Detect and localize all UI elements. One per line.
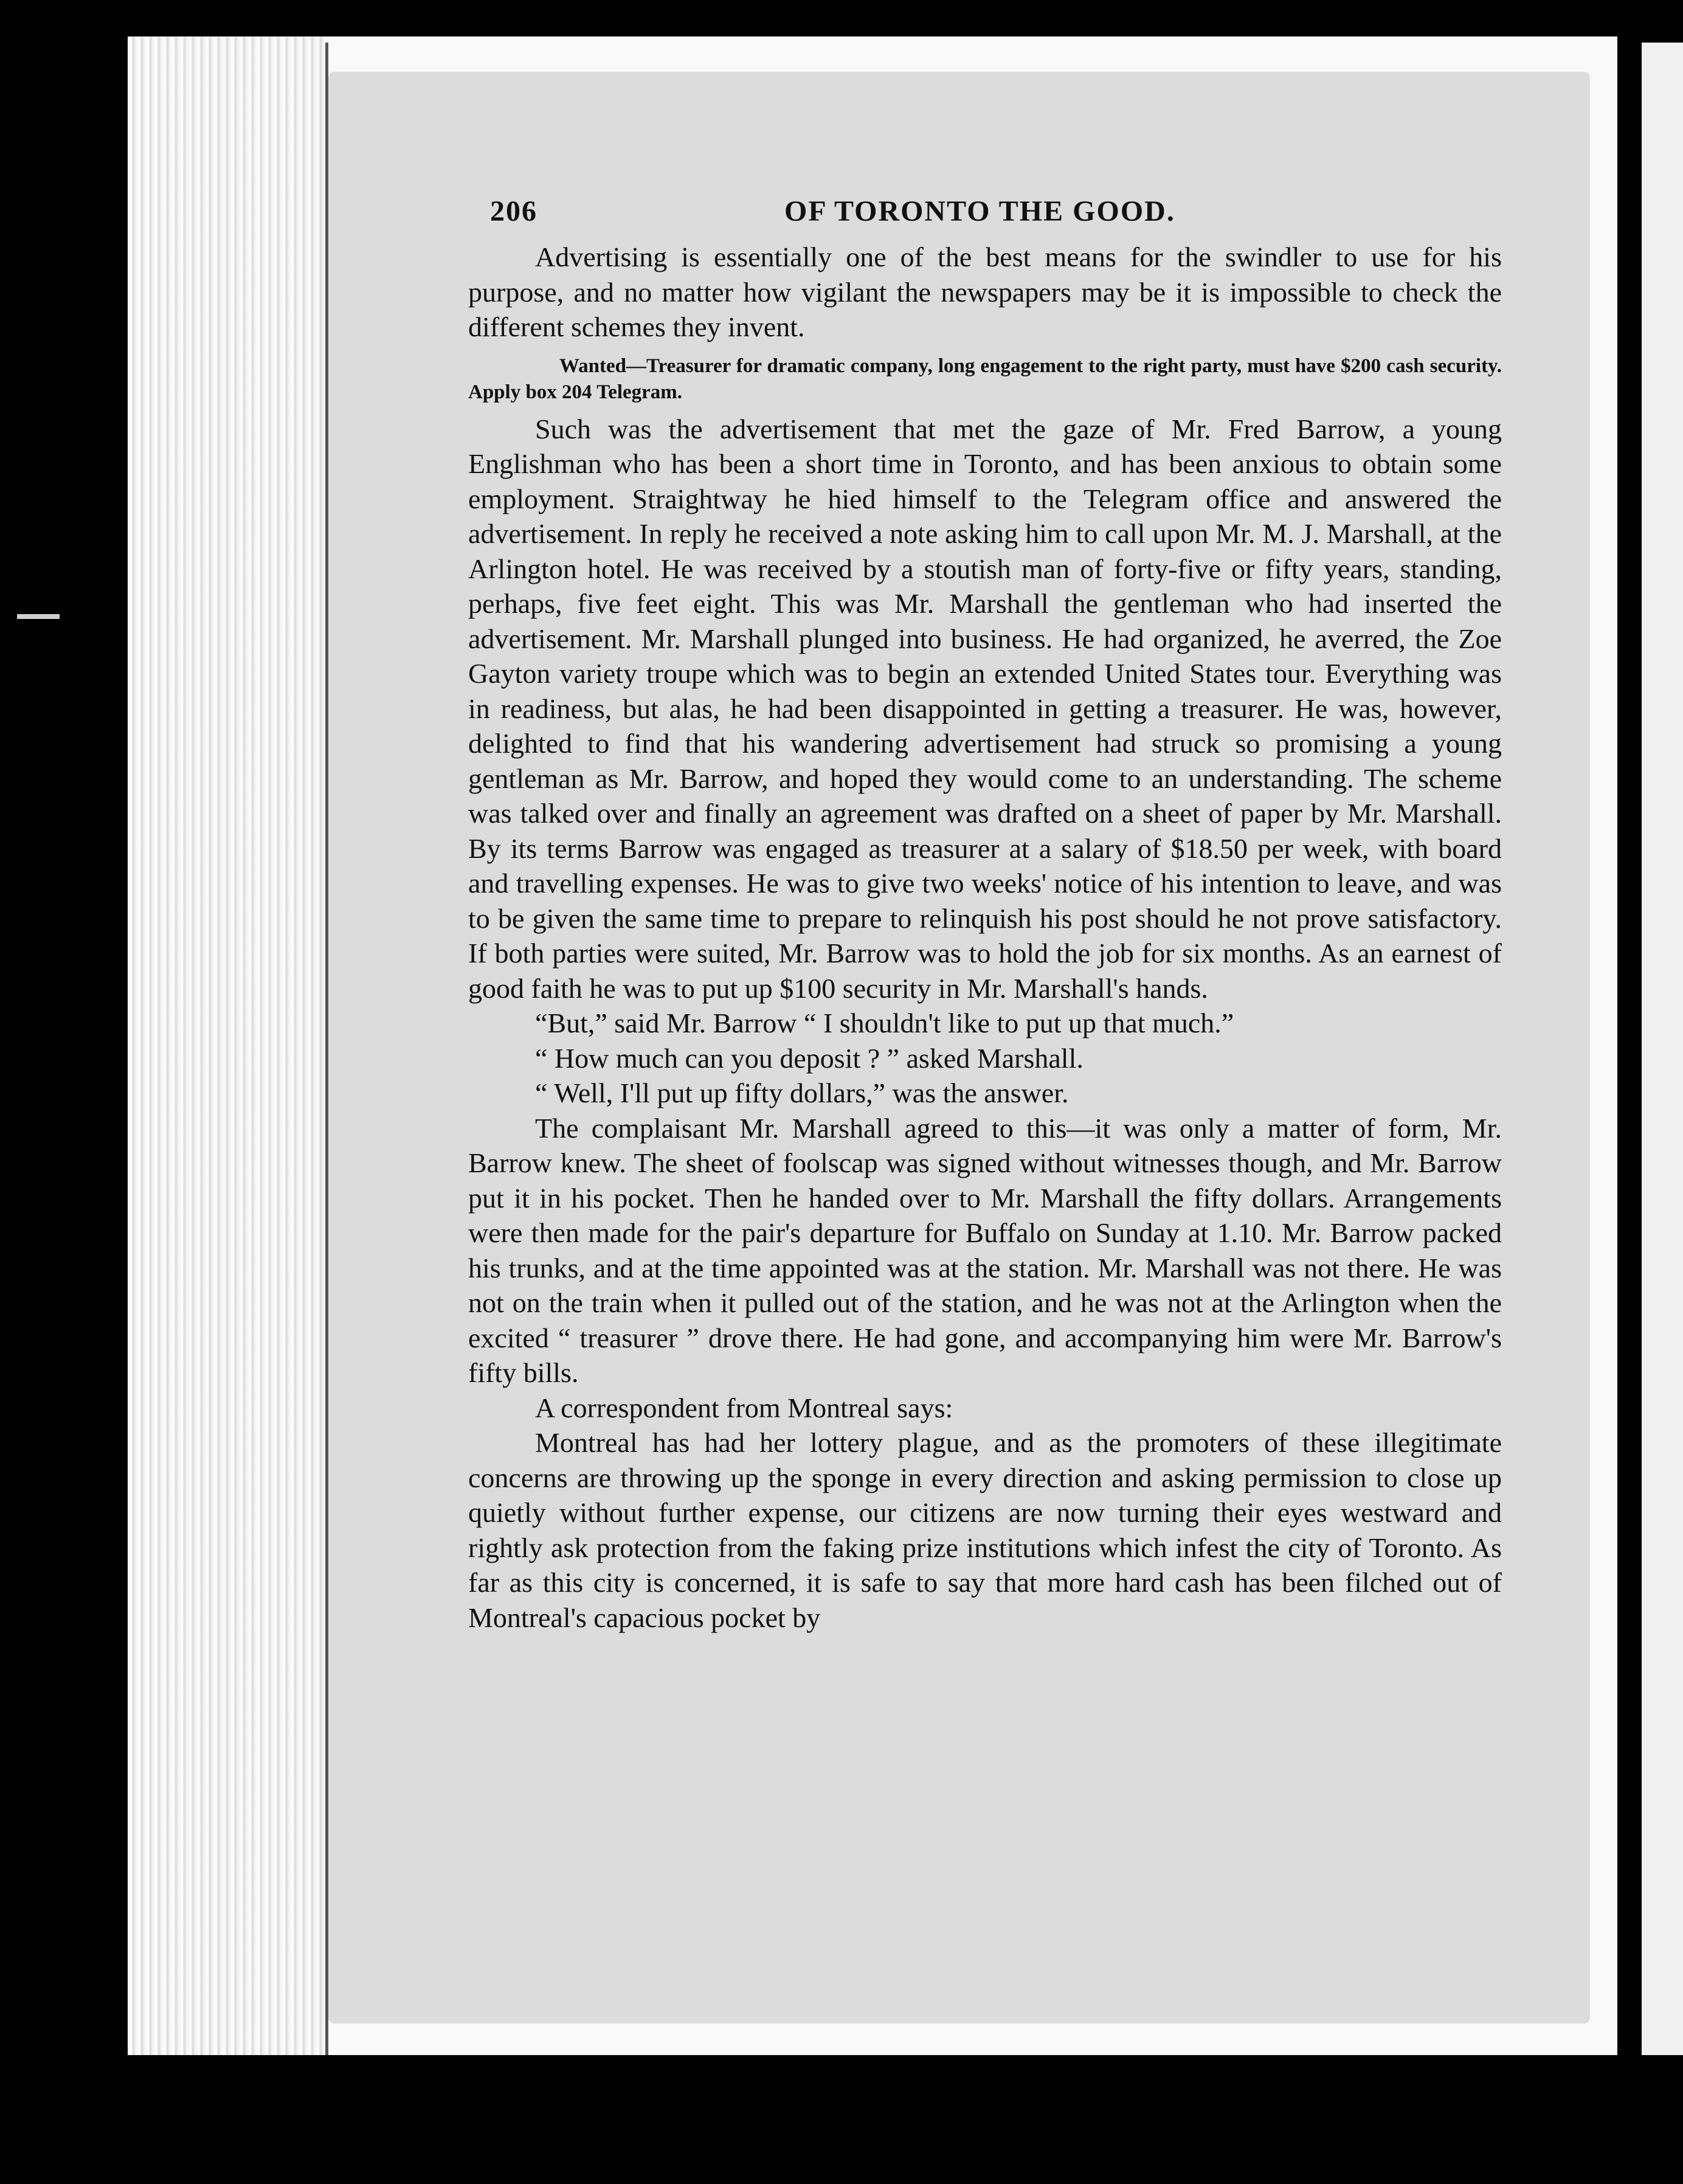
running-header <box>468 195 1502 237</box>
scan-mark <box>17 614 60 619</box>
gutter-shadow <box>1617 43 1642 2055</box>
paragraph-barrow-story: Such was the advertisement that met the gaze of Mr. Fred Barrow, a young Englishman who has been a short time in Toronto, and has been anxious to obtain some employment. Straightway he hied himself to the Telegram office and answered the advertisement. In reply he received a note asking him to call upon Mr. M. J. Marshall, at the Arlington hotel. He was received by a stoutish man of forty-five or fifty years, standing, perhaps, five feet eight. This was Mr. Marshall the gentleman who had inserted the advertisement. Mr. Marshall plunged into business. He had organized, he averred, the Zoe Gayton variety troupe which was to begin an extended United States tour. Everything was in readiness, but alas, he had been disappointed in getting a treasurer. He was, however, delighted to find that his wandering advertisement had struck so promising a young gentleman as Mr. Barrow, and hoped they would come to an understanding. The scheme was talked over and finally an agreement was drafted on a sheet of paper by Mr. Marshall. By its terms Barrow was engaged as treasurer at a salary of $18.50 per week, with board and travelling expenses. He was to give two weeks' notice of his intention to leave, and was to be given the same time to prepare to relinquish his post should he not prove satisfactory. If both parties were suited, Mr. Barrow was to hold the job for six months. As an earnest of good faith he was to put up $100 security in Mr. Marshall's hands. <box>468 413 1502 1004</box>
facing-page-edge <box>1642 43 1683 2055</box>
paragraph-montreal: Montreal has had her lottery plague, and as the promoters of these illegitimate concerns are throwing up the sponge in every direction and asking permission to close up quietly without further expense, our citizens are now turning their eyes westward and rightly ask protection from the faking prize institutions which infest the city of Toronto. As far as this city is concerned, it is safe to say that more hard cash has been filched out of Montreal's capacious pocket by <box>468 1427 1502 1633</box>
dialogue-line-3: “ Well, I'll put up fifty dollars,” was the answer. <box>535 1077 1069 1108</box>
dialogue-line-2: “ How much can you deposit ? ” asked Marshall. <box>535 1042 1083 1074</box>
quoted-advertisement: Wanted—Treasurer for dramatic company, long engagement to the right party, must have $200 cash security. Apply box 204 Telegram. <box>468 354 1502 403</box>
paragraph-advertising: Advertising is essentially one of the best means for the swindler to use for his purpose, and no matter how vigilant the newspapers may be it is impossible to check the different schemes they invent. <box>468 241 1502 342</box>
page-text <box>468 195 1502 1635</box>
paragraph-correspondent: A correspondent from Montreal says: <box>535 1392 953 1423</box>
page-number: 206 <box>490 195 537 227</box>
paragraph-marshall-agreed: The complaisant Mr. Marshall agreed to this—it was only a matter of form, Mr. Barrow knew. The sheet of foolscap was signed without witnesses though, and Mr. Barrow put it in his pocket. Then he handed over to Mr. Marshall the fifty dollars. Arrangements were then made for the pair's departure for Buffalo on Sunday at 1.10. Mr. Barrow packed his trunks, and at the time appointed was at the station. Mr. Marshall was not there. He was not on the train when it pulled out of the station, and he was not at the Arlington when the excited “ treasurer ” drove there. He had gone, and accompanying him were Mr. Barrow's fifty bills. <box>468 1112 1502 1388</box>
book-page-edges <box>128 36 328 2055</box>
running-title: OF TORONTO THE GOOD. <box>784 195 1175 227</box>
dialogue-line-1: “But,” said Mr. Barrow “ I shouldn't like to put up that much.” <box>535 1007 1234 1038</box>
